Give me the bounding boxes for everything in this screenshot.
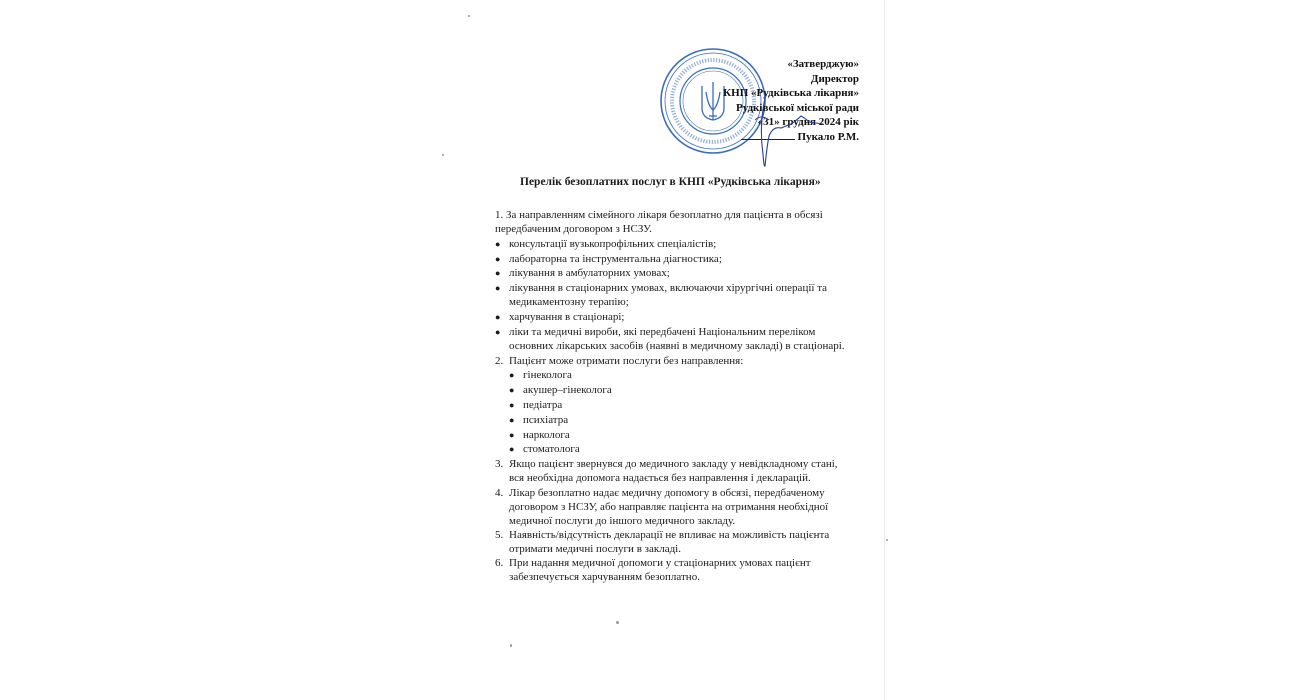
section1-intro-line2: передбаченим договором з НСЗУ. bbox=[495, 223, 652, 235]
scan-speck bbox=[886, 539, 888, 541]
section1-item: консультації вузькопрофільних спеціалістів; bbox=[509, 238, 717, 250]
bullet-dot: ● bbox=[509, 385, 515, 395]
scan-speck bbox=[442, 154, 444, 156]
section6-number: 6. bbox=[495, 557, 504, 569]
approval-council: Рудківської міської ради bbox=[735, 101, 859, 114]
bullet-dot: ● bbox=[509, 370, 515, 380]
section1-item-cont: основних лікарських засобів (наявні в медичному закладі) в стаціонарі. bbox=[509, 340, 845, 352]
bullet-dot: ● bbox=[509, 400, 515, 410]
bullet-dot: ● bbox=[495, 312, 501, 322]
section5-line2: отримати медичні послуги в закладі. bbox=[509, 543, 681, 555]
section6-line2: забезпечується харчуванням безоплатно. bbox=[509, 571, 700, 583]
document-title: Перелік безоплатних послуг в КНП «Рудківська лікарня» bbox=[520, 176, 821, 188]
section2-text: Пацієнт може отримати послуги без направлення: bbox=[509, 355, 744, 367]
section4-line3: медичної послуги до іншого медичного закладу. bbox=[509, 515, 736, 527]
section4-number: 4. bbox=[495, 487, 504, 499]
section1-item-cont: медикаментозну терапію; bbox=[509, 296, 629, 308]
approval-heading: «Затверджую» bbox=[787, 58, 859, 70]
section2-item: стоматолога bbox=[523, 443, 580, 455]
bullet-dot: ● bbox=[509, 430, 515, 440]
section5-line1: Наявність/відсутність декларації не впливає на можливість пацієнта bbox=[509, 529, 830, 541]
section5-number: 5. bbox=[495, 529, 504, 541]
section2-item: психіатра bbox=[523, 414, 569, 426]
section6-line1: При надання медичної допомоги у стаціонарних умовах пацієнт bbox=[509, 557, 811, 569]
section2-number: 2. bbox=[495, 355, 504, 367]
bullet-dot: ● bbox=[509, 444, 515, 454]
scan-speck bbox=[510, 644, 512, 647]
section2-item: педіатра bbox=[523, 399, 563, 411]
bullet-dot: ● bbox=[495, 327, 501, 337]
section1-item: ліки та медичні вироби, які передбачені Національним переліком bbox=[509, 326, 816, 338]
section1-item: лікування в стаціонарних умовах, включаючи хірургічні операції та bbox=[509, 282, 828, 294]
approval-signatory-name: Пукало Р.М. bbox=[797, 130, 859, 143]
signature-icon bbox=[735, 96, 845, 170]
bullet-dot: ● bbox=[495, 239, 501, 249]
section2-item: акушер–гінеколога bbox=[523, 384, 612, 396]
approval-position: Директор bbox=[810, 72, 859, 85]
approval-date: «31» грудня 2024 рік bbox=[757, 116, 859, 129]
section2-item: нарколога bbox=[523, 429, 570, 441]
section3-number: 3. bbox=[495, 458, 504, 470]
scan-speck bbox=[616, 621, 619, 624]
section4-line2: договором з НСЗУ, або направляє пацієнта на отримання необхідної bbox=[509, 501, 829, 513]
section1-item: лабораторна та інструментальна діагностика; bbox=[509, 253, 722, 265]
section4-line1: Лікар безоплатно надає медичну допомогу в обсязі, передбаченому bbox=[509, 487, 825, 499]
section2-item: гінеколога bbox=[523, 369, 572, 381]
scan-speck bbox=[468, 15, 470, 17]
bullet-dot: ● bbox=[495, 283, 501, 293]
section1-item: лікування в амбулаторних умовах; bbox=[509, 267, 670, 279]
section3-line2: вся необхідна допомога надається без направлення і декларацій. bbox=[509, 472, 811, 484]
approval-institution: КНП «Рудківська лікарня» bbox=[723, 87, 859, 100]
section1-intro-line1: 1. За направленням сімейного лікаря безоплатно для пацієнта в обсязі bbox=[495, 209, 823, 221]
section1-item: харчування в стаціонарі; bbox=[509, 311, 625, 323]
page-edge bbox=[884, 0, 885, 700]
bullet-dot: ● bbox=[495, 268, 501, 278]
bullet-dot: ● bbox=[495, 254, 501, 264]
section3-line1: Якщо пацієнт звернувся до медичного закладу у невідкладному стані, bbox=[509, 458, 838, 470]
bullet-dot: ● bbox=[509, 415, 515, 425]
